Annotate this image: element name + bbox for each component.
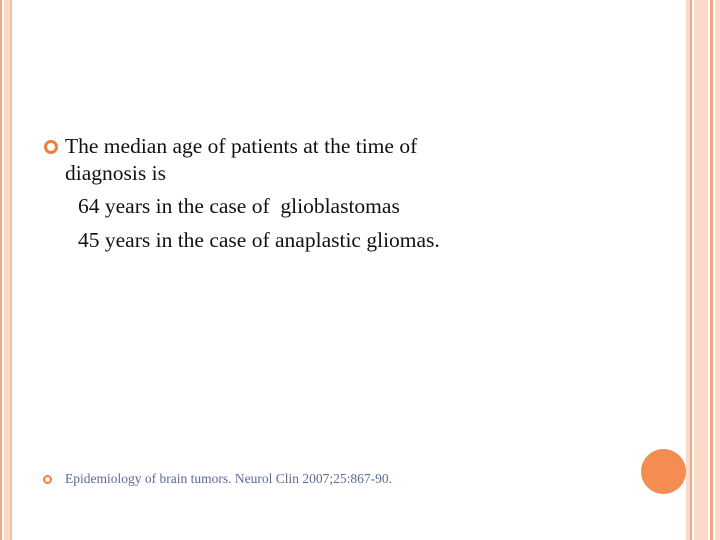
right-border-stripe [690,0,692,540]
main-bullet-text [65,133,565,257]
bullet-circle-icon [43,475,52,484]
bullet-line: The median age of patients at the time of [65,134,418,158]
decorative-circle [641,449,686,494]
sub-item: 45 years in the case of anaplastic gliomas. [78,228,440,252]
left-border-stripe [10,0,12,540]
sub-item: 64 years in the case of glioblastomas [78,194,400,218]
right-border-stripe [715,0,720,540]
bullet-line: diagnosis is [65,161,166,185]
left-border-stripe [0,0,2,540]
bullet-circle-icon [44,140,58,154]
right-border-stripe [710,0,713,540]
right-border-stripe [694,0,708,540]
reference-citation: Epidemiology of brain tumors. Neurol Clin 2007;25:867-90. [65,471,392,486]
